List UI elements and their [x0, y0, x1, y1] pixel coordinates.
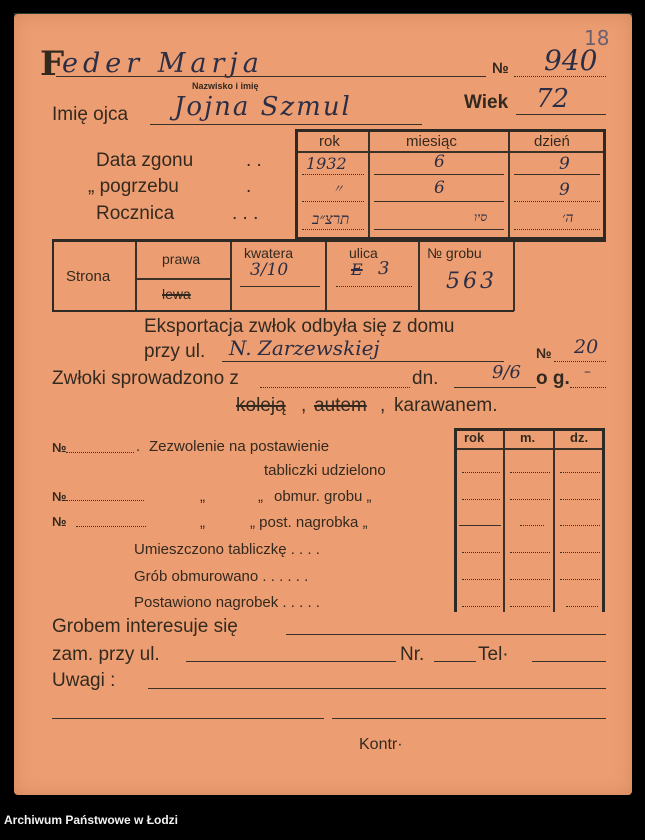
side-left-option-struck: lewa: [162, 286, 191, 302]
age-value: 72: [536, 84, 570, 114]
by-rail-struck: koleją: [236, 395, 286, 416]
grave-walled-label: Grób obmurowano . . . . . .: [134, 568, 309, 585]
father-value: Jojna Szmul: [174, 92, 352, 122]
control-label: Kontr·: [359, 736, 403, 753]
father-line: [150, 124, 422, 125]
death-day: 9: [559, 154, 570, 174]
home-street-value: N. Zarzewskiej: [229, 336, 380, 360]
funeral-day: 9: [559, 180, 570, 200]
col-miesiac: miesiąc: [406, 133, 457, 150]
nr-field: [434, 661, 476, 662]
house-no-label: №: [536, 345, 552, 361]
permit-plaque-line2: tabliczki udzielono: [264, 462, 386, 479]
brought-from-label: Zwłoki sprowadzono z: [52, 368, 239, 389]
day-label: dn.: [412, 368, 439, 389]
death-month: 6: [434, 152, 445, 172]
permit-no-label-1: №: [52, 440, 67, 455]
number-label: №: [492, 60, 509, 77]
export-line: Eksportacja zwłok odbyła się z domu: [144, 316, 455, 337]
dots: . . .: [232, 203, 259, 224]
by-hearse: karawanem.: [394, 395, 498, 416]
permit-plaque-line1: Zezwolenie na postawienie: [149, 438, 330, 455]
permit-no-label-3: №: [52, 514, 67, 529]
address-label: zam. przy ul.: [52, 644, 160, 665]
permit-monument-text: „ post. nagrobka „: [250, 514, 368, 531]
interested-label: Grobem interesuje się: [52, 616, 238, 637]
anniversary-day: ה׳: [562, 210, 574, 226]
address-field: [186, 661, 396, 662]
notes-field-1: [148, 688, 606, 689]
tel-field: [532, 661, 606, 662]
hour-label: o g.: [536, 368, 570, 389]
archive-credit: Archiwum Państwowe w Łodzi: [4, 813, 179, 827]
name-caption: Nazwisko i imię: [192, 81, 259, 91]
funeral-date-label: „ pogrzebu: [88, 176, 179, 197]
surname-initial: F: [40, 44, 65, 84]
anniversary-year: תרצ״ב: [312, 210, 350, 228]
col-rok: rok: [319, 133, 340, 150]
funeral-month: 6: [434, 178, 445, 198]
age-label: Wiek: [464, 92, 509, 113]
street-prefix: przy ul.: [144, 341, 206, 362]
father-label: Imię ojca: [52, 104, 129, 125]
pencil-note: 18: [584, 26, 610, 50]
dots: .: [246, 176, 252, 197]
grave-no-value: 563: [446, 269, 497, 294]
number-value: 940: [544, 44, 598, 77]
street-label: ulica: [349, 245, 378, 261]
death-year: 1932: [306, 154, 347, 173]
name-value: eder Marja: [62, 48, 264, 79]
anniversary-month: סיו: [474, 210, 488, 224]
permit-no-label-2: №: [52, 489, 67, 504]
notes-field-2a: [52, 718, 324, 719]
number-line: [514, 76, 606, 77]
age-line: [516, 114, 606, 115]
street-value: 3: [378, 258, 390, 279]
anniversary-label: Rocznica: [96, 203, 175, 224]
quarter-label: kwatera: [244, 245, 294, 261]
small-col-m: m.: [520, 430, 536, 445]
burial-record-card: F eder Marja № 940 18 Nazwisko i imię Imię ojca Jojna Szmul Wiek 72 rok miesiąc dzień Data zgonu . . 1932 6 9 „ pogrzebu . 〃 6 9 Rocznica . . . תרצ״ב סיו ה׳ Strona prawa lewa kwatera 3/10 ulica E 3 № grobu 563 Eksportacja zwłok odbyła się z domu przy ul. N. Zarzewskiej № 20 Zwłoki sprowadzono z dn. 9/6 o g. – koleją , autem , karawanem. № . Zezwolenie na postawienie tabliczki udzielono № „ „ obmur. grobu „ № „ „ post. nagrobka „ Umieszczono tabliczkę . . . . Grób obmurowano . . . . . . Postawiono nagrobek . . . . . rok m. dz. Grobem interesuje się zam. przy ul. Nr. Tel· Uwagi : Kontr·: [14, 14, 632, 795]
grave-no-label: № grobu: [427, 245, 482, 261]
monument-set-label: Postawiono nagrobek . . . . .: [134, 594, 320, 611]
nr-label: Nr.: [400, 644, 425, 665]
permit-walls-text: obmur. grobu „: [274, 488, 372, 505]
dots: . .: [246, 150, 262, 171]
name-line: [56, 76, 486, 77]
ditto-mark: „: [258, 488, 263, 505]
side-label: Strona: [66, 268, 111, 285]
small-col-dz: dz.: [570, 430, 589, 445]
notes-label: Uwagi :: [52, 670, 116, 691]
small-col-rok: rok: [464, 430, 485, 445]
plaque-placed-label: Umieszczono tabliczkę . . . .: [134, 541, 320, 558]
street-value-struck: E: [351, 260, 363, 279]
death-date-label: Data zgonu: [96, 150, 194, 171]
tel-label: Tel·: [478, 644, 509, 665]
side-right-option: prawa: [162, 251, 201, 267]
house-no-value: 20: [574, 336, 599, 358]
quarter-value: 3/10: [250, 260, 289, 280]
hour-value: –: [584, 364, 591, 380]
col-dzien: dzień: [534, 133, 570, 150]
notes-field-2b: [332, 718, 606, 719]
interested-field: [286, 634, 606, 635]
ditto-mark: „: [200, 514, 205, 531]
day-value: 9/6: [492, 362, 521, 383]
ditto-mark: „: [200, 488, 205, 505]
by-car-struck: autem: [314, 395, 367, 416]
funeral-year: 〃: [332, 182, 345, 196]
